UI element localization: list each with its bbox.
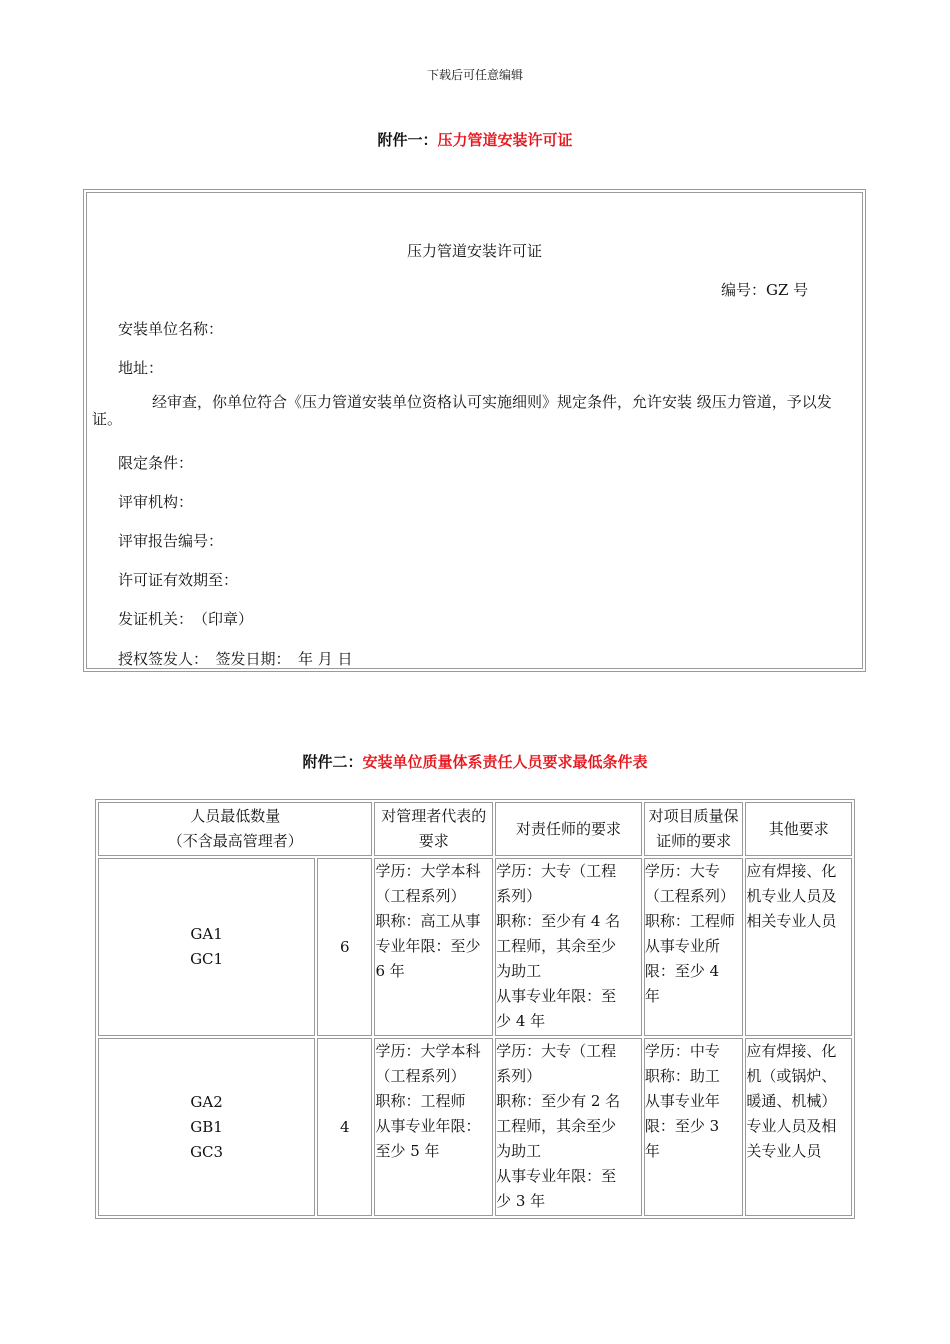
cell-line: 系列） <box>496 887 542 905</box>
cell-line: 工程师，其余至少 <box>496 1117 617 1135</box>
header-qa-eng: 对项目质量保证师的要求 <box>644 802 744 856</box>
attachment1-title: 压力管道安装许可证 <box>437 131 573 149</box>
mgr-rep-cell <box>374 1038 493 1216</box>
cell-line: （工程系列） <box>375 1067 466 1085</box>
cell-line: 至少 5 年 <box>375 1142 440 1160</box>
signer-field: 授权签发人： 签发日期： 年 月 日 <box>118 650 353 668</box>
certificate-number: 编号：GZ 号 <box>721 281 809 299</box>
other-cell <box>745 1038 852 1216</box>
valid-until-field: 许可证有效期至： <box>118 571 239 589</box>
attachment2-title: 安装单位质量体系责任人员要求最低条件表 <box>362 753 648 771</box>
cell-line: 从事专业年限：至 <box>496 987 617 1005</box>
cell-line: 从事专业所 <box>644 937 720 955</box>
address-field: 地址： <box>118 359 164 377</box>
cell-line: 限：至少 4 <box>644 962 720 980</box>
cell-line: 职称：助工 <box>644 1067 720 1085</box>
header-note: 下载后可任意编辑 <box>426 68 523 82</box>
review-org-field: 评审机构： <box>118 493 194 511</box>
cell-line: 为助工 <box>496 1142 542 1160</box>
cell-line: 限：至少 3 <box>644 1117 720 1135</box>
certificate-title: 压力管道安装许可证 <box>406 242 542 260</box>
header-min-count-line1: 人员最低数量 <box>190 807 281 825</box>
cell-line: 从事专业年限： <box>375 1117 481 1135</box>
table-header-row <box>98 802 852 856</box>
count-cell: 6 <box>317 858 372 1036</box>
cell-line: 专业年限：至少 <box>375 937 481 955</box>
attachment1-heading <box>0 129 950 150</box>
attachment1-prefix: 附件一： <box>377 131 438 149</box>
grades-cell <box>98 1038 315 1216</box>
attachment2-prefix: 附件二： <box>302 753 363 771</box>
cell-line: 年 <box>644 987 660 1005</box>
header-mgr-rep: 对管理者代表的要求 <box>374 802 493 856</box>
cell-line: 职称：至少有 2 名 <box>496 1092 621 1110</box>
cell-line: 学历：大专 <box>644 862 720 880</box>
grade-label: GC1 <box>190 950 224 968</box>
requirements-table <box>95 799 855 1219</box>
cell-line: 为助工 <box>496 962 542 980</box>
grades-cell <box>98 858 315 1036</box>
qa-eng-cell <box>644 858 744 1036</box>
report-no-field: 评审报告编号： <box>118 532 224 550</box>
header-resp-eng: 对责任师的要求 <box>495 802 642 856</box>
resp-eng-cell <box>495 858 642 1036</box>
cell-line: 机（或锅炉、 <box>746 1067 837 1085</box>
cell-line: 从事专业年 <box>644 1092 720 1110</box>
cell-line: 少 4 年 <box>496 1012 546 1030</box>
grade-label: GA1 <box>190 925 223 943</box>
grade-label: GC3 <box>190 1142 224 1161</box>
cell-line: 工程师，其余至少 <box>496 937 617 955</box>
table-row <box>98 1038 852 1216</box>
cell-line: 学历：中专 <box>644 1042 720 1060</box>
other-cell <box>745 858 852 1036</box>
table-row <box>98 858 852 1036</box>
cell-line: 机专业人员及 <box>746 887 837 905</box>
header-other: 其他要求 <box>745 802 852 856</box>
issuer-field: 发证机关： （印章） <box>118 610 254 628</box>
unit-name-field: 安装单位名称： <box>118 320 224 338</box>
resp-eng-cell <box>495 1038 642 1216</box>
header-min-count <box>98 802 372 856</box>
attachment2-heading <box>0 751 950 772</box>
limits-field: 限定条件： <box>118 454 194 472</box>
qa-eng-cell <box>644 1038 744 1216</box>
cell-line: 暖通、机械） <box>746 1092 837 1110</box>
cell-line: 应有焊接、化 <box>746 1042 837 1060</box>
cell-line: 年 <box>644 1142 660 1160</box>
cell-line: 关专业人员 <box>746 1142 822 1160</box>
cell-line: （工程系列） <box>375 887 466 905</box>
header-min-count-line2: （不含最高管理者） <box>167 832 303 850</box>
cell-line: 职称：工程师 <box>644 912 735 930</box>
cell-line: 学历：大专（工程 <box>496 862 617 880</box>
certificate-inner <box>86 192 863 669</box>
cell-line: 系列） <box>496 1067 542 1085</box>
certificate-box <box>83 189 866 672</box>
grade-label: GA2 <box>190 1092 223 1111</box>
cell-line: 6 年 <box>375 962 405 980</box>
cell-line: 相关专业人员 <box>746 912 837 930</box>
cell-line: 学历：大学本科 <box>375 862 481 880</box>
cell-line: 从事专业年限：至 <box>496 1167 617 1185</box>
cell-line: 应有焊接、化 <box>746 862 837 880</box>
mgr-rep-cell <box>374 858 493 1036</box>
count-cell: 4 <box>317 1038 372 1216</box>
cell-line: 专业人员及相 <box>746 1117 837 1135</box>
cell-line: 少 3 年 <box>496 1192 546 1210</box>
cell-line: 学历：大专（工程 <box>496 1042 617 1060</box>
cell-line: 学历：大学本科 <box>375 1042 481 1060</box>
cell-line: 职称：工程师 <box>375 1092 466 1110</box>
cell-line: （工程系列） <box>644 887 735 905</box>
approval-paragraph: 经审查，你单位符合《压力管道安装单位资格认可实施细则》规定条件，允许安装 级压力管道，予以发证。 <box>92 393 832 428</box>
cell-line: 职称：至少有 4 名 <box>496 912 621 930</box>
cell-line: 职称：高工从事 <box>375 912 481 930</box>
grade-label: GB1 <box>190 1117 223 1136</box>
